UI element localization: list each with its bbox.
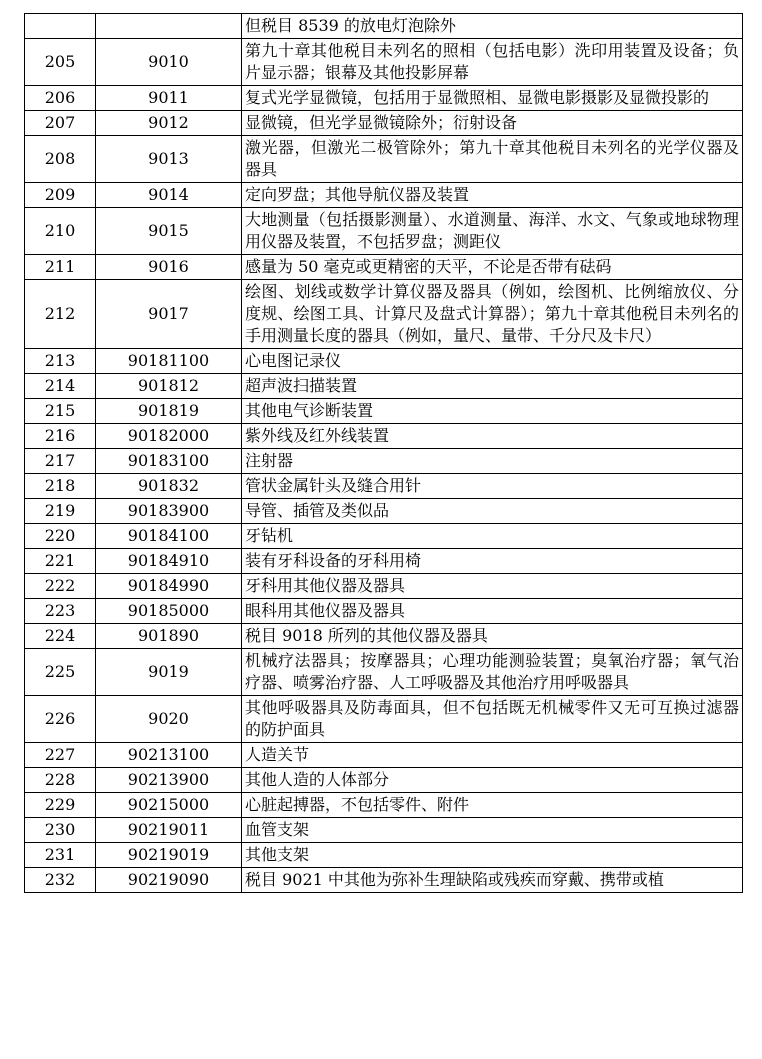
row-number-cell: 229 bbox=[25, 793, 96, 818]
row-number-cell: 221 bbox=[25, 549, 96, 574]
table-row bbox=[25, 574, 743, 599]
row-number-cell: 215 bbox=[25, 399, 96, 424]
description-cell: 管状金属针头及缝合用针 bbox=[242, 474, 743, 499]
description-cell: 其他呼吸器具及防毒面具，但不包括既无机械零件又无可互换过滤器的防护面具 bbox=[242, 696, 743, 743]
row-number-cell: 224 bbox=[25, 624, 96, 649]
description-cell: 心脏起搏器，不包括零件、附件 bbox=[242, 793, 743, 818]
table-row bbox=[25, 696, 743, 743]
row-number-cell: 223 bbox=[25, 599, 96, 624]
description-cell: 眼科用其他仪器及器具 bbox=[242, 599, 743, 624]
description-cell: 激光器，但激光二极管除外；第九十章其他税目未列名的光学仪器及器具 bbox=[242, 136, 743, 183]
tariff-code-cell: 90183100 bbox=[96, 449, 242, 474]
description-cell: 其他电气诊断装置 bbox=[242, 399, 743, 424]
row-number-cell: 208 bbox=[25, 136, 96, 183]
description-cell: 心电图记录仪 bbox=[242, 349, 743, 374]
tariff-code-cell: 9017 bbox=[96, 280, 242, 349]
tariff-code-cell: 90213900 bbox=[96, 768, 242, 793]
row-number-cell: 226 bbox=[25, 696, 96, 743]
description-cell: 机械疗法器具；按摩器具；心理功能测验装置；臭氧治疗器；氧气治疗器、喷雾治疗器、人工呼吸器及其他治疗用呼吸器具 bbox=[242, 649, 743, 696]
description-cell: 导管、插管及类似品 bbox=[242, 499, 743, 524]
table-row bbox=[25, 449, 743, 474]
description-cell: 显微镜，但光学显微镜除外；衍射设备 bbox=[242, 111, 743, 136]
tariff-code-cell: 901890 bbox=[96, 624, 242, 649]
row-number-cell: 232 bbox=[25, 868, 96, 893]
row-number-cell bbox=[25, 14, 96, 39]
description-cell: 牙科用其他仪器及器具 bbox=[242, 574, 743, 599]
table-row bbox=[25, 474, 743, 499]
description-cell: 装有牙科设备的牙科用椅 bbox=[242, 549, 743, 574]
table-row bbox=[25, 868, 743, 893]
row-number-cell: 228 bbox=[25, 768, 96, 793]
table-row bbox=[25, 280, 743, 349]
tariff-code-cell: 90183900 bbox=[96, 499, 242, 524]
description-cell: 感量为 50 毫克或更精密的天平，不论是否带有砝码 bbox=[242, 255, 743, 280]
table-row bbox=[25, 14, 743, 39]
table-row bbox=[25, 624, 743, 649]
table-row bbox=[25, 39, 743, 86]
table-row bbox=[25, 599, 743, 624]
table-row bbox=[25, 183, 743, 208]
description-cell: 复式光学显微镜，包括用于显微照相、显微电影摄影及显微投影的 bbox=[242, 86, 743, 111]
row-number-cell: 231 bbox=[25, 843, 96, 868]
description-cell: 牙钻机 bbox=[242, 524, 743, 549]
tariff-code-cell: 9019 bbox=[96, 649, 242, 696]
table-row bbox=[25, 499, 743, 524]
tariff-code-cell: 9016 bbox=[96, 255, 242, 280]
row-number-cell: 211 bbox=[25, 255, 96, 280]
tariff-code-cell: 901819 bbox=[96, 399, 242, 424]
tariff-code-cell: 90219019 bbox=[96, 843, 242, 868]
tariff-code-cell: 9012 bbox=[96, 111, 242, 136]
tariff-code-cell: 9020 bbox=[96, 696, 242, 743]
description-cell: 税目 9018 所列的其他仪器及器具 bbox=[242, 624, 743, 649]
description-cell: 注射器 bbox=[242, 449, 743, 474]
tariff-code-cell: 90213100 bbox=[96, 743, 242, 768]
tariff-code-cell: 90184990 bbox=[96, 574, 242, 599]
row-number-cell: 209 bbox=[25, 183, 96, 208]
table-row bbox=[25, 743, 743, 768]
table-row bbox=[25, 768, 743, 793]
tariff-code-cell: 901832 bbox=[96, 474, 242, 499]
tariff-code-cell: 90215000 bbox=[96, 793, 242, 818]
table-row bbox=[25, 255, 743, 280]
table-row bbox=[25, 549, 743, 574]
row-number-cell: 212 bbox=[25, 280, 96, 349]
tariff-code-cell: 9010 bbox=[96, 39, 242, 86]
row-number-cell: 207 bbox=[25, 111, 96, 136]
tariff-code-cell: 90182000 bbox=[96, 424, 242, 449]
tariff-code-cell: 90219090 bbox=[96, 868, 242, 893]
tariff-code-cell: 90181100 bbox=[96, 349, 242, 374]
row-number-cell: 220 bbox=[25, 524, 96, 549]
row-number-cell: 227 bbox=[25, 743, 96, 768]
description-cell: 第九十章其他税目未列名的照相（包括电影）洗印用装置及设备；负片显示器；银幕及其他投影屏幕 bbox=[242, 39, 743, 86]
row-number-cell: 213 bbox=[25, 349, 96, 374]
table-row bbox=[25, 136, 743, 183]
row-number-cell: 217 bbox=[25, 449, 96, 474]
tariff-code-cell bbox=[96, 14, 242, 39]
description-cell: 其他支架 bbox=[242, 843, 743, 868]
table-row bbox=[25, 424, 743, 449]
row-number-cell: 218 bbox=[25, 474, 96, 499]
tariff-code-cell: 9013 bbox=[96, 136, 242, 183]
row-number-cell: 216 bbox=[25, 424, 96, 449]
description-cell: 但税目 8539 的放电灯泡除外 bbox=[242, 14, 743, 39]
tariff-code-cell: 90184910 bbox=[96, 549, 242, 574]
tariff-code-cell: 9011 bbox=[96, 86, 242, 111]
document-page bbox=[24, 13, 743, 893]
row-number-cell: 210 bbox=[25, 208, 96, 255]
row-number-cell: 206 bbox=[25, 86, 96, 111]
tariff-code-cell: 90184100 bbox=[96, 524, 242, 549]
description-cell: 定向罗盘；其他导航仪器及装置 bbox=[242, 183, 743, 208]
description-cell: 税目 9021 中其他为弥补生理缺陷或残疾而穿戴、携带或植 bbox=[242, 868, 743, 893]
row-number-cell: 219 bbox=[25, 499, 96, 524]
table-row bbox=[25, 524, 743, 549]
tariff-code-cell: 9015 bbox=[96, 208, 242, 255]
table-row bbox=[25, 111, 743, 136]
table-row bbox=[25, 649, 743, 696]
table-row bbox=[25, 843, 743, 868]
table-row bbox=[25, 818, 743, 843]
table-row bbox=[25, 374, 743, 399]
description-cell: 绘图、划线或数学计算仪器及器具（例如，绘图机、比例缩放仪、分度规、绘图工具、计算尺及盘式计算器）；第九十章其他税目未列名的手用测量长度的器具（例如，量尺、量带、千分尺及卡尺） bbox=[242, 280, 743, 349]
tariff-code-cell: 90185000 bbox=[96, 599, 242, 624]
table-row bbox=[25, 793, 743, 818]
row-number-cell: 214 bbox=[25, 374, 96, 399]
description-cell: 超声波扫描装置 bbox=[242, 374, 743, 399]
tariff-code-cell: 901812 bbox=[96, 374, 242, 399]
description-cell: 其他人造的人体部分 bbox=[242, 768, 743, 793]
row-number-cell: 205 bbox=[25, 39, 96, 86]
row-number-cell: 225 bbox=[25, 649, 96, 696]
description-cell: 大地测量（包括摄影测量）、水道测量、海洋、水文、气象或地球物理用仪器及装置，不包括罗盘；测距仪 bbox=[242, 208, 743, 255]
tariff-table bbox=[24, 13, 743, 893]
description-cell: 血管支架 bbox=[242, 818, 743, 843]
table-row bbox=[25, 208, 743, 255]
row-number-cell: 230 bbox=[25, 818, 96, 843]
table-row bbox=[25, 86, 743, 111]
table-row bbox=[25, 349, 743, 374]
row-number-cell: 222 bbox=[25, 574, 96, 599]
tariff-code-cell: 90219011 bbox=[96, 818, 242, 843]
tariff-code-cell: 9014 bbox=[96, 183, 242, 208]
table-row bbox=[25, 399, 743, 424]
description-cell: 人造关节 bbox=[242, 743, 743, 768]
description-cell: 紫外线及红外线装置 bbox=[242, 424, 743, 449]
table-body bbox=[25, 14, 743, 893]
